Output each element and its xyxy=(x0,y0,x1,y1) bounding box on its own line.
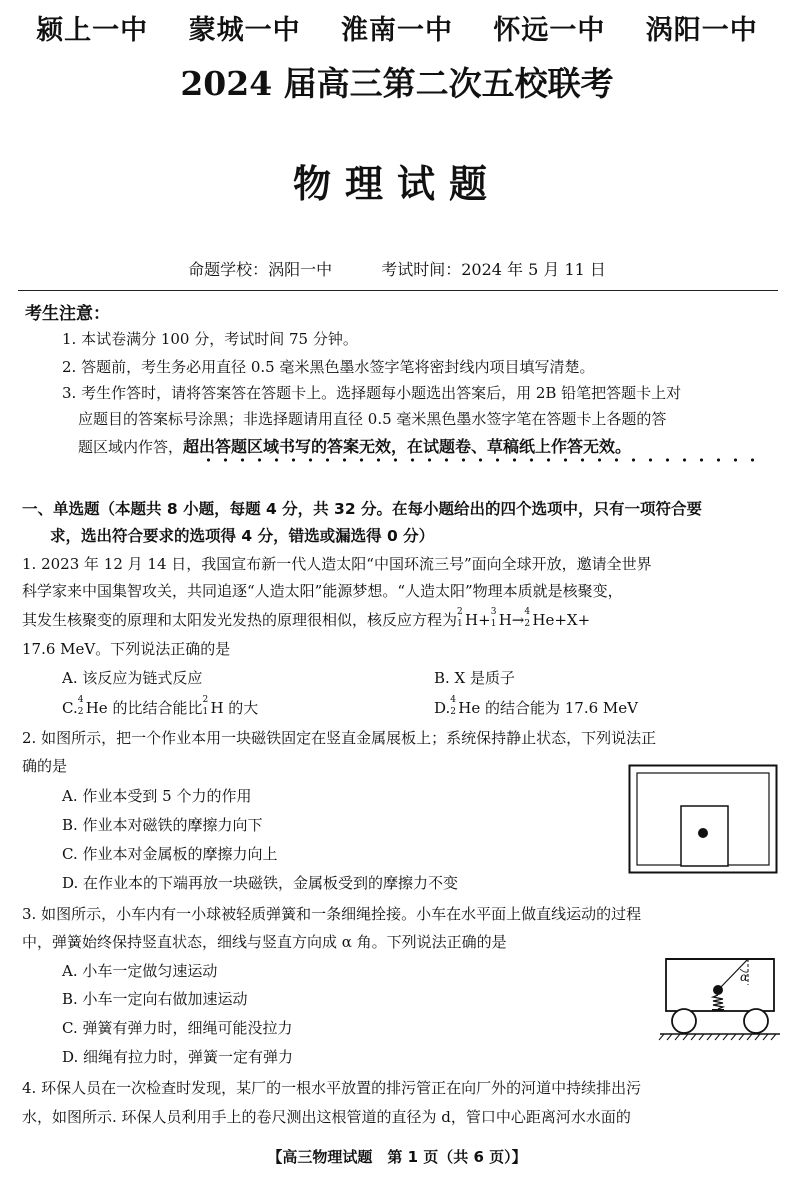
nuclide-tritium: 3 1 xyxy=(490,607,497,629)
q1-stem-line2: 科学家来中国集智攻关，共同追逐“人造太阳”能源梦想。“人造太阳”物理本质就是核聚变， xyxy=(22,582,623,600)
q4-stem-line1: 4. 环保人员在一次检查时发现，某厂的一根水平放置的排污管正在向厂外的河道中持续排出污 xyxy=(22,1079,642,1097)
q2-figure xyxy=(628,764,778,874)
notice-item-2: 2. 答题前，考生务必用直径 0.5 毫米黑色墨水签字笔将密封线内项目填写清楚。 xyxy=(62,358,595,376)
q2-option-c: C. 作业本对金属板的摩擦力向上 xyxy=(62,845,278,863)
q3-stem-line2: 中，弹簧始终保持竖直状态，细线与竖直方向成 α 角。下列说法正确的是 xyxy=(22,933,507,951)
q3-figure xyxy=(658,955,782,1045)
q2-stem-line1: 2. 如图所示，把一个作业本用一块磁铁固定在竖直金属展板上；系统保持静止状态，下列说法正 xyxy=(22,729,657,747)
exam-meta xyxy=(0,257,794,280)
q1-stem-line4: 17.6 MeV。下列说法正确的是 xyxy=(22,640,231,658)
q1-option-b: B. X 是质子 xyxy=(434,669,516,687)
q1-option-a: A. 该反应为链式反应 xyxy=(62,669,203,687)
q3-option-b: B. 小车一定向右做加速运动 xyxy=(62,990,248,1008)
angle-alpha-label: α xyxy=(740,970,749,984)
meta-date: 考试时间：2024 年 5 月 11 日 xyxy=(381,260,606,279)
reaction-arrow: → xyxy=(511,611,525,629)
notice-item-3: 3. 考生作答时，请将答案答在答题卡上。选择题每小题选出答案后，用 2B 铅笔把答题卡上对 xyxy=(62,384,682,402)
header-divider xyxy=(18,290,778,291)
notice-emphasis: 超出答题区域书写的答案无效，在试题卷、草稿纸上作答无效。 xyxy=(183,437,632,456)
notice-item-3-cont: 应题目的答案标号涂黑；非选择题请用直径 0.5 毫米黑色墨水签字笔在答题卡上各题的答 xyxy=(78,410,667,428)
ball xyxy=(713,985,723,995)
section-1-header-cont: 求，选出符合要求的选项得 4 分，错选或漏选得 0 分） xyxy=(50,527,435,545)
q2-option-d: D. 在作业本的下端再放一块磁铁，金属板受到的摩擦力不变 xyxy=(62,874,459,892)
notice-title: 考生注意： xyxy=(25,304,110,324)
notice-item-1: 1. 本试卷满分 100 分，考试时间 75 分钟。 xyxy=(62,330,358,348)
q1-stem-line3: 其发生核聚变的原理和太阳发光发热的原理很相似，核反应方程为 2 1 H+ 3 1 H→ 4 2 He+X+ xyxy=(22,607,591,629)
exam-title: 2024 届高三第二次五校联考 xyxy=(180,64,614,103)
q1-option-c: C. 4 2 He 的比结合能比 2 1 H 的大 xyxy=(62,695,259,717)
q2-option-b: B. 作业本对磁铁的摩擦力向下 xyxy=(62,816,263,834)
q1-option-d: D. 4 2 He 的结合能为 17.6 MeV xyxy=(434,695,638,717)
q2-stem-line2: 确的是 xyxy=(22,757,68,775)
q3-option-a: A. 小车一定做匀速运动 xyxy=(62,962,218,980)
magnet xyxy=(698,828,708,838)
notice-item-3-cont2: 题区域内作答，超出答题区域书写的答案无效，在试题卷、草稿纸上作答无效。 xyxy=(78,437,632,456)
q4-stem-line2: 水，如图所示. 环保人员利用手上的卷尺测出这根管道的直径为 d，管口中心距离河水水面的 xyxy=(22,1108,631,1126)
q1-stem-line1: 1. 2023 年 12 月 14 日，我国宣布新一代人造太阳“中国环流三号”面向全球开放，邀请全世界 xyxy=(22,555,652,573)
page-footer: 【高三物理试题 第 1 页（共 6 页）】 xyxy=(267,1148,527,1166)
nuclide-deuterium: 2 1 xyxy=(457,607,463,629)
school-list: 颍上一中 蒙城一中 淮南一中 怀远一中 涡阳一中 xyxy=(36,15,758,46)
emphasis-dots xyxy=(200,458,768,462)
q3-option-c: C. 弹簧有弹力时，细绳可能没拉力 xyxy=(62,1019,293,1037)
q2-option-a: A. 作业本受到 5 个力的作用 xyxy=(62,787,252,805)
meta-school: 命题学校：涡阳一中 xyxy=(188,260,333,279)
nuclide-helium: 4 2 xyxy=(524,607,531,629)
wheel-right xyxy=(744,1009,768,1033)
q3-stem-line1: 3. 如图所示，小车内有一小球被轻质弹簧和一条细绳拴接。小车在水平面上做直线运动的过程 xyxy=(22,905,642,923)
section-1-header: 一、单选题（本题共 8 小题，每题 4 分，共 32 分。在每小题给出的四个选项中，只有一项符合要 xyxy=(22,500,703,518)
ground-hatching xyxy=(659,1034,776,1040)
wheel-left xyxy=(672,1009,696,1033)
q3-option-d: D. 细绳有拉力时，弹簧一定有弹力 xyxy=(62,1048,294,1066)
subject-title: 物理试题 xyxy=(292,162,501,206)
